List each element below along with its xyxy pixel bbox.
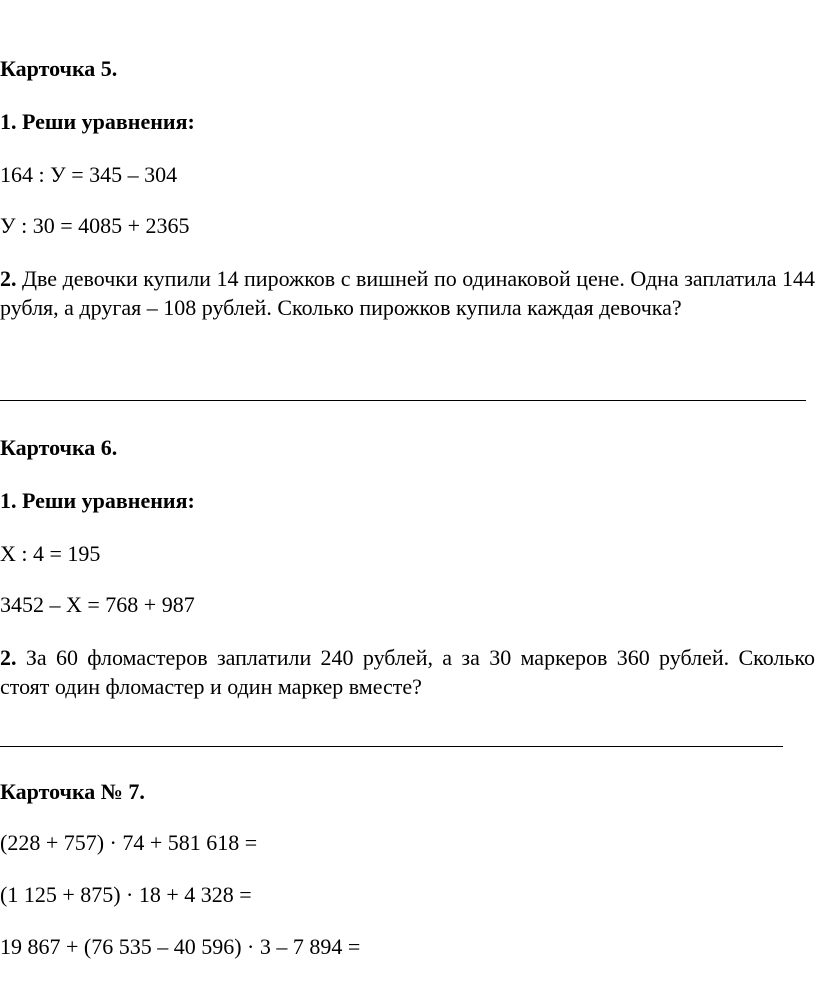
card5-task2 (0, 264, 815, 322)
card6-divider (0, 746, 783, 747)
card5-divider (0, 400, 806, 401)
card6-equation-1: Х : 4 = 195 (0, 541, 101, 566)
card5-title: Карточка 5. (0, 56, 118, 81)
card7-expression-3: 19 867 + (76 535 – 40 596) · 3 – 7 894 = (0, 934, 361, 959)
card5-task2-text: Две девочки купили 14 пирожков с вишней по одинаковой цене. Одна заплатила 144 рубля, а другая – 108 рублей. Сколько пирожков купила каждая девочка? (0, 266, 815, 320)
card6-equation-2: 3452 – Х = 768 + 987 (0, 592, 195, 617)
card7-expression-1: (228 + 757) · 74 + 581 618 = (0, 830, 258, 855)
card7-title: Карточка № 7. (0, 779, 145, 804)
card6-task2 (0, 643, 815, 701)
card5-task2-number: 2. (0, 266, 17, 291)
card6-task2-number: 2. (0, 645, 17, 670)
card7-expression-2: (1 125 + 875) · 18 + 4 328 = (0, 882, 252, 907)
card6-title: Карточка 6. (0, 435, 118, 460)
card6-task2-text: За 60 фломастеров заплатили 240 рублей, а за 30 маркеров 360 рублей. Сколько стоят один фломастер и один маркер вместе? (0, 645, 815, 699)
card6-task1-heading: 1. Реши уравнения: (0, 488, 195, 513)
card5-task1-heading: 1. Реши уравнения: (0, 109, 195, 134)
card5-equation-1: 164 : У = 345 – 304 (0, 162, 178, 187)
card5-equation-2: У : 30 = 4085 + 2365 (0, 213, 190, 238)
